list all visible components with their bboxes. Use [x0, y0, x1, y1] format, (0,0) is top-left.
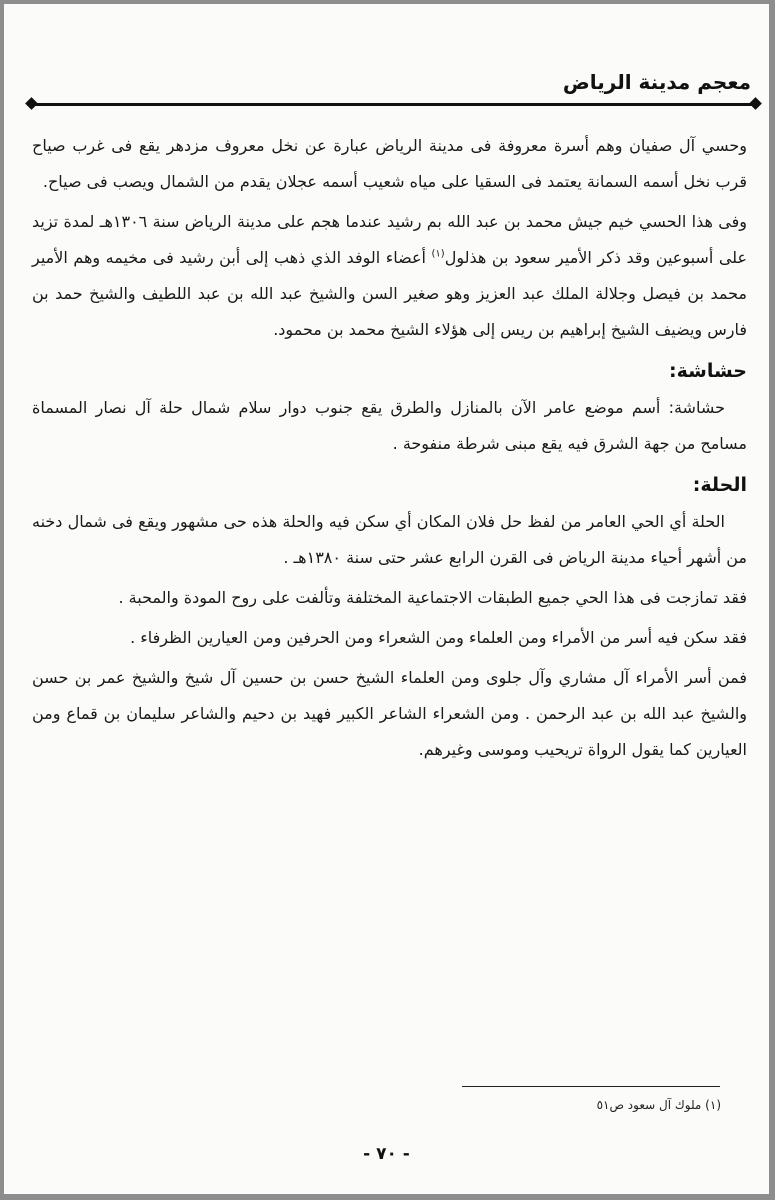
footnote: (١) ملوك آل سعود ص٥١ [596, 1098, 721, 1112]
section-heading-hashasha: حشاشة: [669, 360, 747, 382]
footnote-marker: (١) [431, 248, 445, 260]
page-number: - ٧٠ - [363, 1144, 410, 1164]
section-heading-hilla: الحلة: [692, 474, 747, 496]
paragraph-text: أعضاء الوفد الذي ذهب إلى أبن رشيد فى مخيمه وهم الأمير محمد بن فيصل وجلالة الملك عبد العزيز وهو صغير السن والشيخ عبد الله بن عبد اللطيف والشيخ حمد بن فارس ويضيف الشيخ إبراهيم بن ريس إلى هؤلاء الشيخ محمد بن محمود. [32, 248, 747, 339]
paragraph-notable-people: فمن أسر الأمراء آل مشاري وآل جلوى ومن العلماء الشيخ حسن بن حسين آل شيخ والشيخ عمر بن حسن والشيخ عبد الله بن عبد الرحمن . ومن الشعراء الشاعر الكبير فهيد بن دحيم والشاعر سليمان بن قماع ومن العيارين كما يقول الرواة تريحيب وموسى وغيرهم. [32, 668, 747, 759]
paragraph-ibn-rashid-camp [32, 204, 747, 348]
book-page [4, 4, 769, 1194]
main-text [32, 128, 747, 772]
paragraph-families: فقد سكن فيه أسر من الأمراء ومن العلماء ومن الشعراء ومن الحرفين ومن العيارين الظرفاء . [130, 628, 747, 647]
paragraph-hashasha: حشاشة: أسم موضع عامر الآن بالمنازل والطرق يقع جنوب دوار سلام شمال حلة آل نصار المسماة مسامح من جهة الشرق فيه يقع مبنى شرطة منفوحة . [32, 398, 747, 453]
paragraph-hisi-al-safian: وحسي آل صفيان وهم أسرة معروفة فى مدينة الرياض عبارة عن نخل معروف مزدهر يقع فى غرب صياح قرب نخل أسمه السمانة يعتمد فى السقيا على مياه شعيب أسمه عجلان يقدم من الشمال ويصب فى صياح. [32, 136, 747, 191]
running-header-title: معجم مدينة الرياض [562, 70, 751, 94]
paragraph-social-classes: فقد تمازجت فى هذا الحي جميع الطبقات الاجتماعية المختلفة وتألفت على روح المودة والمحبة . [118, 588, 747, 607]
paragraph-text: وفى هذا الحسي خيم جيش محمد بن عبد الله بم رشيد عندما هجم على مدينة الرياض سنة ١٣٠٦هـ لمدة تزيد على أسبوعين وقد ذكر الأمير سعود بن هذلول [32, 212, 747, 267]
paragraph-hilla-definition: الحلة أي الحي العامر من لفظ حل فلان المكان أي سكن فيه والحلة هذه حى مشهور ويقع فى شمال دخنه من أشهر أحياء مدينة الرياض فى القرن الرابع عشر حتى سنة ١٣٨٠هـ . [32, 512, 747, 567]
header-ornamental-rule [32, 103, 755, 106]
footnote-separator [462, 1086, 720, 1087]
